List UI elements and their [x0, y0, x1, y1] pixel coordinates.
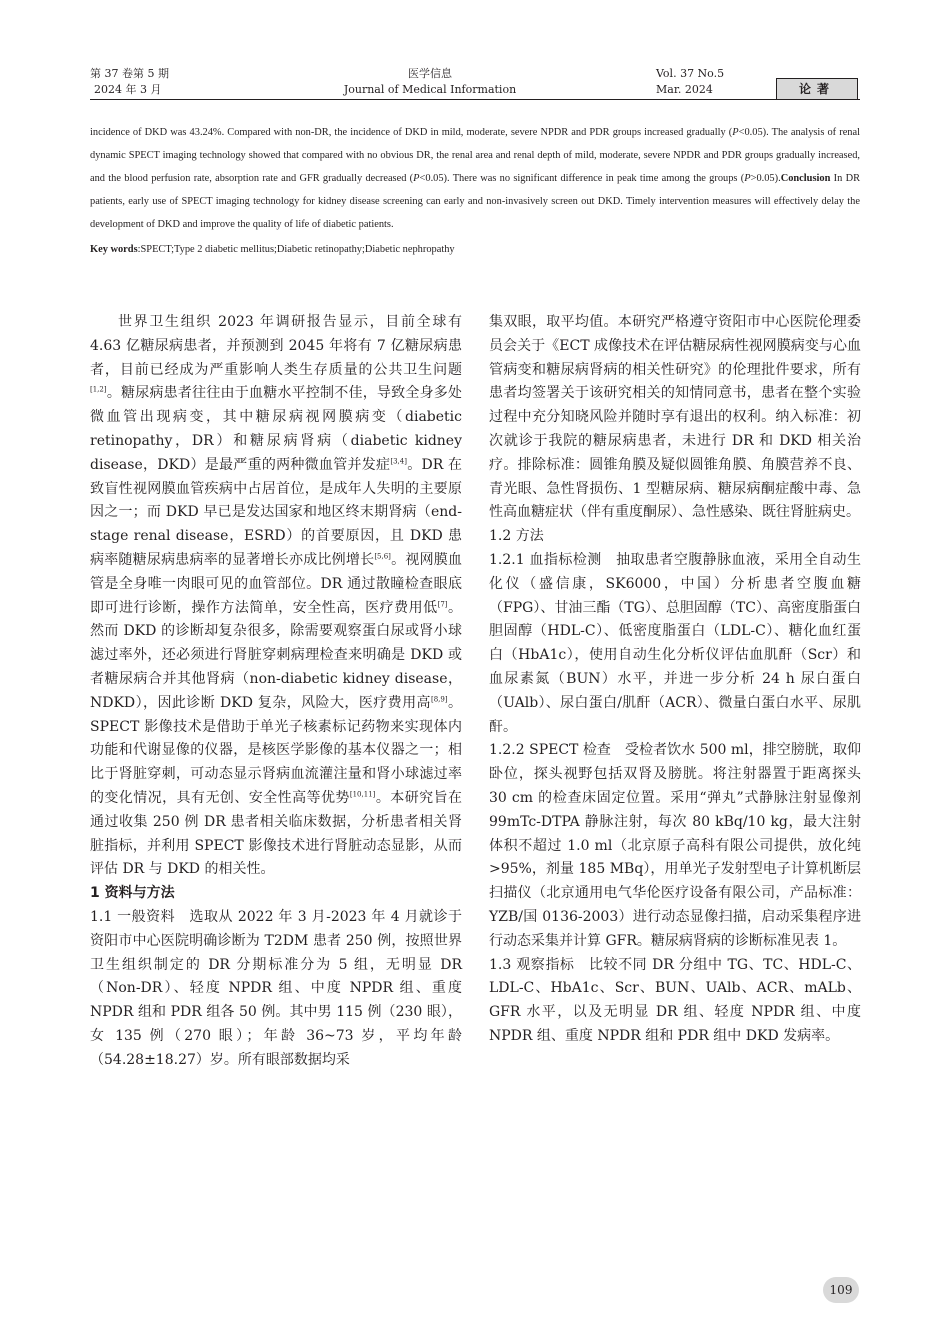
- ethics-paragraph: 集双眼，取平均值。本研究严格遵守资阳市中心医院伦理委员会关于《ECT 成像技术在评估糖尿病性视网膜病变与心血管病变和糖尿病肾病的相关性研究》的伦理批件要求，所有患者均签署关于该研究相关的知情同意书，患者在整个实验过程中充分知晓风险并随时享有退出的权利。纳入标准：初次就诊于我院的糖尿病患者，未进行 DR 和 DKD 相关治疗。排除标准：圆锥角膜及疑似圆锥角膜、角膜营养不良、青光眼、急性肾损伤、1 型糖尿病、糖尿病酮症酸中毒、急性高血糖症状（伴有重度酮尿）、急性感染、既往肾脏病史。: [489, 314, 861, 521]
- subsection-heading-methods: 1.2 方法: [489, 528, 544, 545]
- page-header: [90, 66, 860, 102]
- date-en: Mar. 2024: [656, 83, 713, 96]
- intro-text: 。视网膜血管是全身唯一肉眼可见的血管部位。DR 通过散瞳检查眼底即可进行诊断，操作方法简单，安全性高，医疗费用低: [90, 551, 462, 616]
- citation: [7]: [437, 599, 448, 608]
- abstract-text: <0.05). The analysis of renal dynamic SPECT imaging technology showed that compared with no obvious DR, the renal area and renal depth of mild, moderate, severe NPDR and PDR groups gradually increased, and the blood perfusion rate, absorption rate and GFR gradually decreased (: [90, 127, 860, 184]
- blood-test-paragraph: 1.2.1 血指标检测 抽取患者空腹静脉血液，采用全自动生化仪（盛信康，SK6000，中国）分析患者空腹血糖（FPG）、甘油三酯（TG）、总胆固醇（TC）、高密度脂蛋白胆固醇（HDL-C）、低密度脂蛋白（LDL-C）、糖化血红蛋白（HbA1c），使用自动生化分析仪评估血肌酐（Scr）和血尿素氮（BUN）水平，并进一步分析 24 h 尿白蛋白（UAlb）、尿白蛋白/肌酐（ACR）、微量白蛋白水平、尿肌酐。: [489, 551, 861, 735]
- volume-en: Vol. 37 No.5: [656, 67, 725, 80]
- observation-paragraph: 1.3 观察指标 比较不同 DR 分组中 TG、TC、HDL-C、LDL-C、HbA1c、Scr、BUN、UAlb、ACR、mALb、GFR 水平，以及无明显 DR 组、轻度 NPDR 组、中度 NPDR 组、重度 NPDR 组和 PDR 组中 DKD 发病率。: [489, 956, 861, 1044]
- volume-cn: 第 37 卷第 5 期: [90, 67, 169, 80]
- intro-text: 世界卫生组织 2023 年调研报告显示，目前全球有 4.63 亿糖尿病患者，并预测到 2045 年将有 7 亿糖尿病患者，目前已经成为严重影响人类生存质量的公共卫生问题: [90, 314, 462, 378]
- conclusion-label: Conclusion: [780, 173, 831, 184]
- left-column: [90, 311, 462, 1073]
- intro-text: 。DR 在致盲性视网膜血管疾病中占居首位，是成年人失明的主要原因之一；而 DKD 早已是发达国家和地区终末期肾病（end-stage renal disease，ESRD）的首要原因，且 DKD 患病率随糖尿病患病率的显著增长亦成比例增长: [90, 456, 462, 568]
- p-symbol: P: [732, 127, 739, 138]
- section-heading-methods: 1 资料与方法: [90, 885, 175, 902]
- journal-title-cn: 医学信息: [408, 67, 452, 80]
- citation: [8,9]: [430, 695, 448, 704]
- intro-paragraph: [90, 311, 462, 882]
- abstract-text: incidence of DKD was 43.24%. Compared with non-DR, the incidence of DKD in mild, moderate, severe NPDR and PDR groups increased gradually (: [90, 127, 733, 138]
- intro-text: 。SPECT 影像技术是借助于单光子核素标记药物来实现体内功能和代谢显像的仪器，是核医学影像的基本仪器之一；相比于肾脏穿刺，可动态显示肾病血流灌注量和肾小球滤过率的变化情况，具有无创、安全性高等优势: [90, 694, 463, 806]
- citation: [5,6]: [374, 552, 391, 561]
- intro-text: 。本研究旨在通过收集 250 例 DR 患者相关临床数据，分析患者相关肾脏指标，并利用 SPECT 影像技术进行肾脏动态显影，从而评估 DR 与 DKD 的相关性。: [90, 789, 463, 878]
- header-right: [656, 66, 724, 98]
- abstract-text: <0.05). There was no significant difference in peak time among the groups (: [419, 173, 745, 184]
- date-cn: 2024 年 3 月: [94, 83, 162, 96]
- spect-paragraph: 1.2.2 SPECT 检查 受检者饮水 500 ml，排空膀胱，取仰卧位，探头视野包括双肾及膀胱。将注射器置于距离探头 30 cm 的检查床固定位置。采用“弹丸”式静脉注射显像剂 99mTc-DTPA 静脉注射，每次 80 kBq/10 kg，最大注射体积不超过 1.0 ml（北京原子高科有限公司提供，放化纯>95%，剂量 185 MBq），用单光子发射型电子计算机断层扫描仪（北京通用电气华伦医疗设备有限公司，产品标准：YZB/国 0136-2003）进行动态显像扫描，启动采集程序进行动态采集并计算 GFR。糖尿病肾病的诊断标准见表 1。: [489, 742, 861, 949]
- right-column: [489, 311, 861, 1049]
- abstract-text: >0.05).: [750, 173, 781, 184]
- citation: [1,2]: [90, 385, 107, 394]
- page-number: 109: [823, 1277, 859, 1303]
- keywords-label: Key words: [90, 244, 138, 255]
- citation: [3,4]: [390, 457, 407, 466]
- section-badge: 论著: [776, 78, 858, 100]
- intro-text: 。糖尿病患者往往由于血糖水平控制不佳，导致全身多处微血管出现病变，其中糖尿病视网膜病变（diabetic retinopathy，DR）和糖尿病肾病（diabetic kidney disease，DKD）是最严重的两种微血管并发症: [90, 385, 462, 473]
- intro-text: 。然而 DKD 的诊断却复杂很多，除需要观察蛋白尿或肾小球滤过率外，还必须进行肾脏穿刺病理检查来明确是 DKD 或者糖尿病合并其他肾病（non-diabetic kidney disease，NDKD），因此诊断 DKD 复杂，风险大，医疗费用高: [90, 599, 462, 711]
- keywords-text: :SPECT;Type 2 diabetic mellitus;Diabetic retinopathy;Diabetic nephropathy: [137, 244, 455, 255]
- abstract-continuation: [90, 121, 860, 261]
- header-rule: [90, 99, 860, 100]
- keywords: [90, 238, 860, 261]
- p-symbol: P: [744, 173, 751, 184]
- general-data-paragraph: 1.1 一般资料 选取从 2022 年 3 月-2023 年 4 月就诊于资阳市中心医院明确诊断为 T2DM 患者 250 例，按照世界卫生组织制定的 DR 分期标准分为 5 组，无明显 DR（Non-DR）、轻度 NPDR 组、中度 NPDR 组、重度 NPDR 组和 PDR 组各 50 例。其中男 115 例（230 眼），女 135 例（270 眼）；年龄 36~73 岁，平均年龄（54.28±18.27）岁。所有眼部数据均采: [90, 908, 462, 1068]
- abstract-results: [90, 121, 860, 236]
- journal-title-en: Journal of Medical Information: [343, 83, 517, 96]
- citation: [10,11]: [349, 790, 376, 799]
- header-center: [340, 66, 520, 98]
- conclusion-text: In DR patients, early use of SPECT imaging technology for kidney disease screening can early and non-invasively screen out DKD. Timely intervention measures will effectively delay the development of DKD and improve the quality of life of diabetic patients.: [90, 173, 861, 230]
- p-symbol: P: [413, 173, 420, 184]
- header-left: [90, 66, 169, 98]
